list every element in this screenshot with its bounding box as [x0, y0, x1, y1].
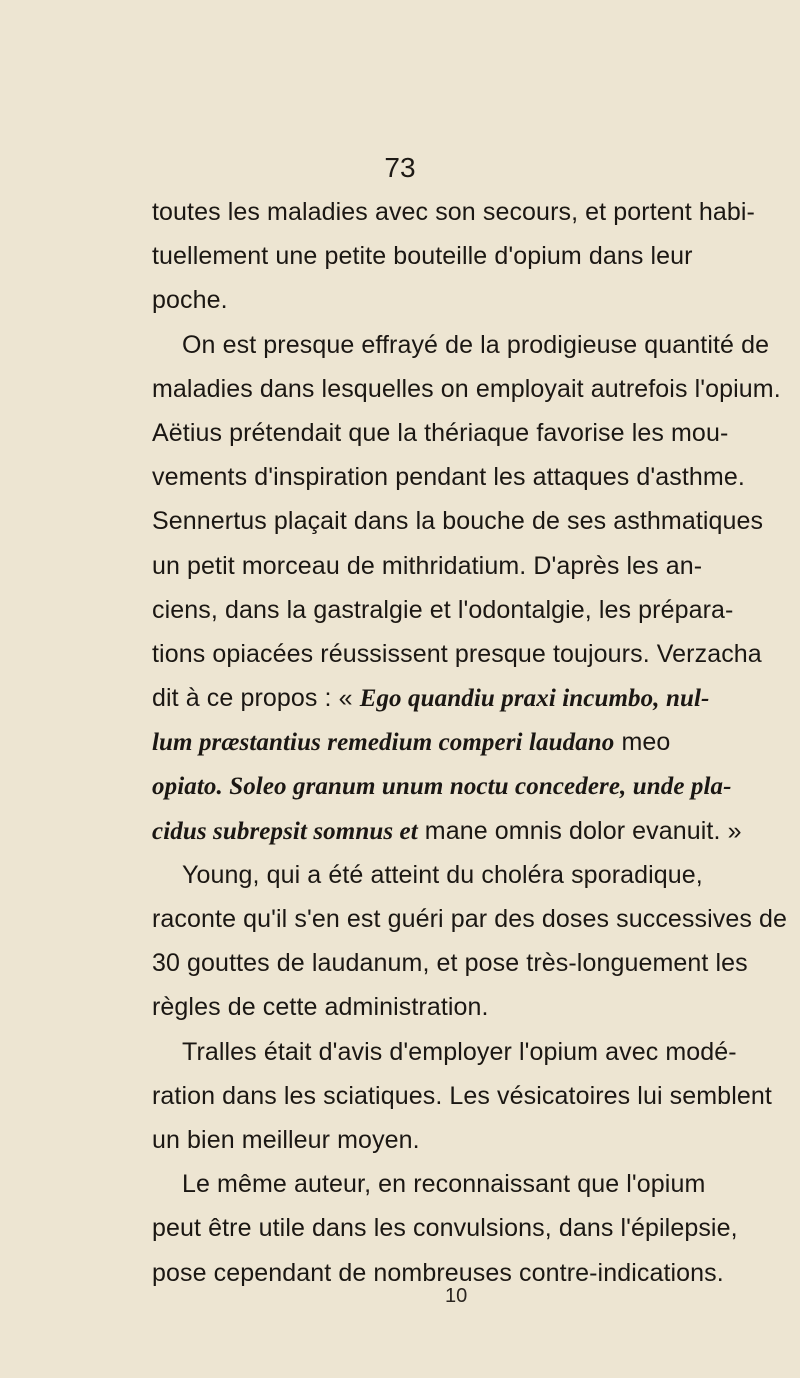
text-line	[152, 809, 742, 853]
text-line	[152, 764, 732, 808]
latin-quote: lum præstantius remedium comperi laudano	[152, 729, 615, 757]
text-line: Young, qui a été atteint du choléra sporadique,	[182, 860, 703, 889]
latin-quote: opiato. Soleo granum unum noctu concedere, unde pla-	[152, 773, 732, 801]
text-line: Tralles était d'avis d'employer l'opium avec modé-	[182, 1037, 737, 1066]
text-line: toutes les maladies avec son secours, et portent habi-	[152, 198, 755, 226]
latin-quote: cidus subrepsit somnus et	[152, 817, 418, 845]
signature-mark: 10	[445, 1285, 468, 1307]
text-line: maladies dans lesquelles on employait autrefois l'opium.	[152, 374, 781, 403]
text-line: Sennertus plaçait dans la bouche de ses asthmatiques	[152, 507, 764, 536]
text-line: ration dans les sciatiques. Les vésicatoires lui semblent	[152, 1081, 772, 1110]
text-line: tuellement une petite bouteille d'opium dans leur	[152, 242, 693, 271]
text-line: peut être utile dans les convulsions, dans l'épilepsie,	[152, 1214, 738, 1243]
page-number: 73	[384, 152, 416, 183]
text-line: vements d'inspiration pendant les attaques d'asthme.	[152, 463, 745, 492]
text-line: ciens, dans la gastralgie et l'odontalgie, les prépara-	[152, 595, 734, 624]
text-line: Le même auteur, en reconnaissant que l'opium	[182, 1170, 706, 1199]
text-line-roman: mane omnis dolor evanuit. »	[417, 816, 742, 845]
body-text	[152, 190, 788, 1295]
text-line-roman: dit à ce propos : «	[152, 684, 360, 713]
text-line: 30 gouttes de laudanum, et pose très-longuement les	[152, 949, 748, 978]
text-line: On est presque effrayé de la prodigieuse quantité de	[182, 330, 770, 359]
text-line	[152, 720, 671, 764]
text-line: un petit morceau de mithridatium. D'après les an-	[152, 551, 703, 580]
text-line: poche.	[152, 286, 228, 315]
text-line: un bien meilleur moyen.	[152, 1125, 420, 1154]
text-line: raconte qu'il s'en est guéri par des doses successives de	[152, 905, 788, 933]
text-line: tions opiacées réussissent presque toujours. Verzacha	[152, 639, 762, 668]
latin-quote: Ego quandiu praxi incumbo, nul-	[359, 685, 710, 713]
text-line-roman: meo	[614, 728, 671, 757]
text-line: Aëtius prétendait que la thériaque favorise les mou-	[152, 418, 729, 447]
text-line	[152, 676, 710, 720]
text-line: pose cependant de nombreuses contre-indications.	[152, 1258, 724, 1287]
text-line: règles de cette administration.	[152, 993, 489, 1022]
